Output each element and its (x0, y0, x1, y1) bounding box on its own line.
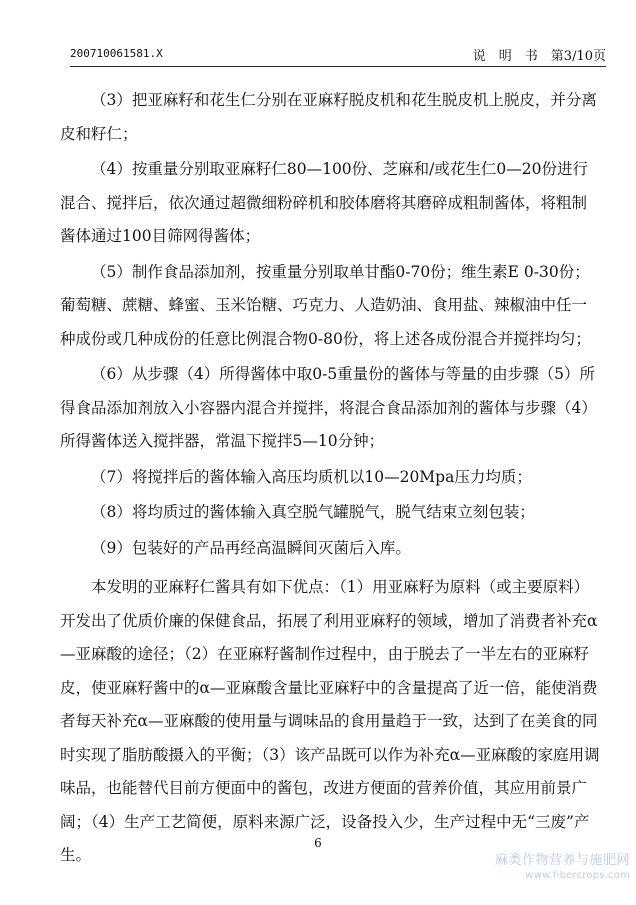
step-5-paragraph: （5）制作食品添加剂，按重量分别取单甘酯0-70份；维生素E 0-30份；葡萄糖、蔗糖、蜂蜜、玉米饴糖、巧克力、人造奶油、食用盐、辣椒油中任一种成份或几种成份的任意比例混合物0-80份，将上述各成份混合并搅拌均匀； (60, 262, 591, 348)
page-header (70, 42, 606, 66)
watermark-site-name: 麻类作物营养与施肥网 (494, 853, 630, 868)
step-6-paragraph: （6）从步骤（4）所得酱体中取0-5重量份的酱体与等量的由步骤（5）所得食品添加剂放入小容器内混合并搅拌，将混合食品添加剂的酱体与步骤（4）所得酱体送入搅拌器，常温下搅拌5—10分钟； (60, 365, 597, 450)
step-9-paragraph: （9）包装好的产品再经高温瞬间灭菌后入库。 (91, 538, 411, 557)
header-rule (70, 66, 606, 67)
step-8-paragraph: （8）将均质过的酱体输入真空脱气罐脱气，脱气结束立刻包装； (91, 503, 535, 521)
document-id: 200710061581.X (70, 47, 163, 60)
watermark (495, 853, 630, 883)
step-7-paragraph: （7）将搅拌后的酱体输入高压均质机以10—20Mpa压力均质； (91, 467, 532, 486)
step-4-paragraph: （4）按重量分别取亚麻籽仁80—100份、芝麻和/或花生仁0—20份进行混合、搅拌后，依次通过超微细粉碎机和胶体磨将其磨碎成粗制酱体，将粗制酱体通过100目筛网得酱体； (60, 160, 588, 245)
body-text (60, 84, 602, 873)
section-and-page: 说 明 书 第3/10页 (472, 49, 606, 64)
watermark-url: www.fibercrops.com (525, 870, 630, 881)
page-number: 6 (314, 836, 322, 850)
step-3-paragraph: （3）把亚麻籽和花生仁分别在亚麻籽脱皮机和花生脱皮机上脱皮，并分离皮和籽仁； (60, 91, 597, 143)
advantages-paragraph: 本发明的亚麻籽仁酱具有如下优点：（1）用亚麻籽为原料（或主要原料）开发出了优质价廉的保健食品，拓展了利用亚麻籽的领域，增加了消费者补充α—亚麻酸的途径；（2）在亚麻籽酱制作过程中，由于脱去了一半左右的亚麻籽皮，使亚麻籽酱中的α—亚麻酸含量比亚麻籽中的含量提高了近一倍，能使消费者每天补充α—亚麻酸的使用量与调味品的食用量趋于一致，达到了在美食的同时实现了脂肪酸摄入的平衡；（3）该产品既可以作为补充α—亚麻酸的家庭用调味品，也能替代目前方便面中的酱包，改进方便面的营养价值，其应用前景广阔；（4）生产工艺简便，原料来源广泛，设备投入少，生产过程中无“三废”产生。 (60, 578, 600, 864)
